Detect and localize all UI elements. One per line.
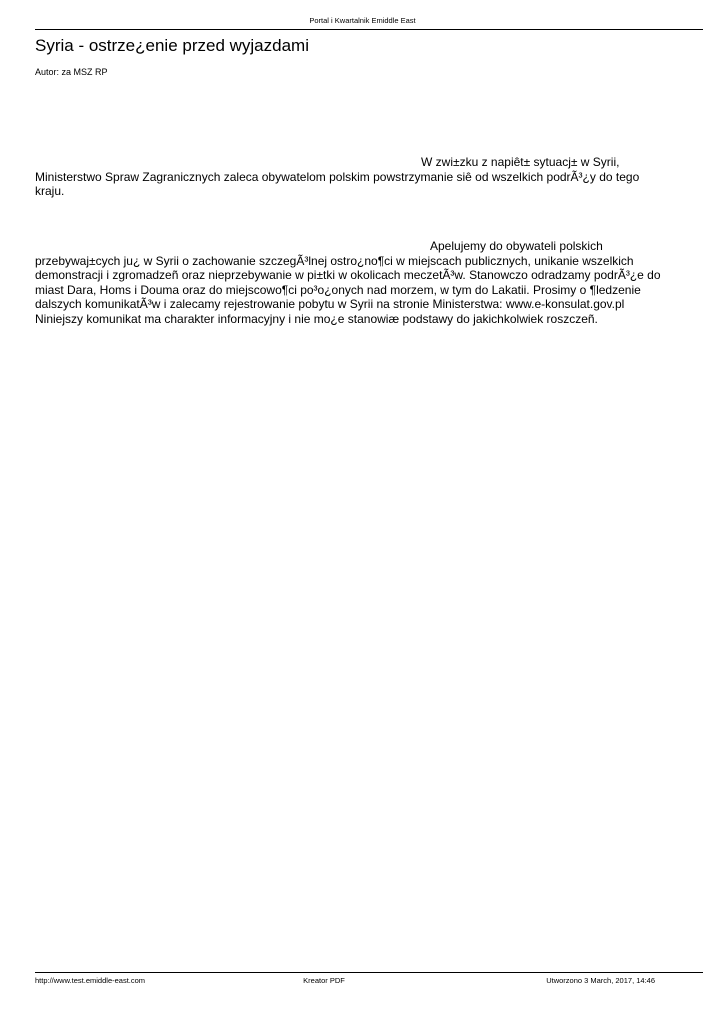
paragraph-line: Apelujemy do obywateli polskich [430, 239, 603, 253]
paragraph-line: Niniejszy komunikat ma charakter informacyjny i nie mo¿e stanowiæ podstawy do jakichkolwiek roszczeñ. [35, 311, 598, 326]
paragraph-line: W zwi±zku z napiêt± sytuacj± w Syrii, [421, 155, 620, 169]
footer-divider [35, 972, 703, 973]
footer-created-date: Utworzono 3 March, 2017, 14:46 [546, 976, 655, 985]
paragraph-line: dalszych komunikatÃ³w i zalecamy rejestrowanie pobytu w Syrii na stronie Ministerstwa: www.e-konsulat.gov.pl [35, 297, 625, 311]
article-paragraph-1 [35, 155, 703, 199]
article-author: Autor: za MSZ RP [35, 67, 108, 77]
paragraph-line: demonstracji i zgromadzeñ oraz nieprzebywanie w pi±tki w okolicach meczetÃ³w. Stanowczo odradzamy podrÃ³¿e do [35, 268, 661, 282]
header-divider [35, 29, 703, 30]
paragraph-line: kraju. [35, 184, 65, 198]
footer-generator: Kreator PDF [303, 976, 345, 985]
footer-url: http://www.test.emiddle-east.com [35, 976, 146, 985]
article-paragraph-2 [35, 239, 703, 326]
article-title: Syria - ostrze¿enie przed wyjazdami [35, 36, 309, 55]
page-header: Portal i Kwartalnik Emiddle East [309, 16, 416, 25]
paragraph-line: miast Dara, Homs i Douma oraz do miejscowo¶ci po³o¿onych nad morzem, w tym do Lakatii. Prosimy o ¶ledzenie [35, 282, 641, 297]
paragraph-line: przebywaj±cych ju¿ w Syrii o zachowanie szczegÃ³lnej ostro¿no¶ci w miejscach publicznych, unikanie wszelkich [35, 253, 634, 268]
paragraph-line: Ministerstwo Spraw Zagranicznych zaleca obywatelom polskim powstrzymanie siê od wszelkich podrÃ³¿y do tego [35, 169, 640, 184]
